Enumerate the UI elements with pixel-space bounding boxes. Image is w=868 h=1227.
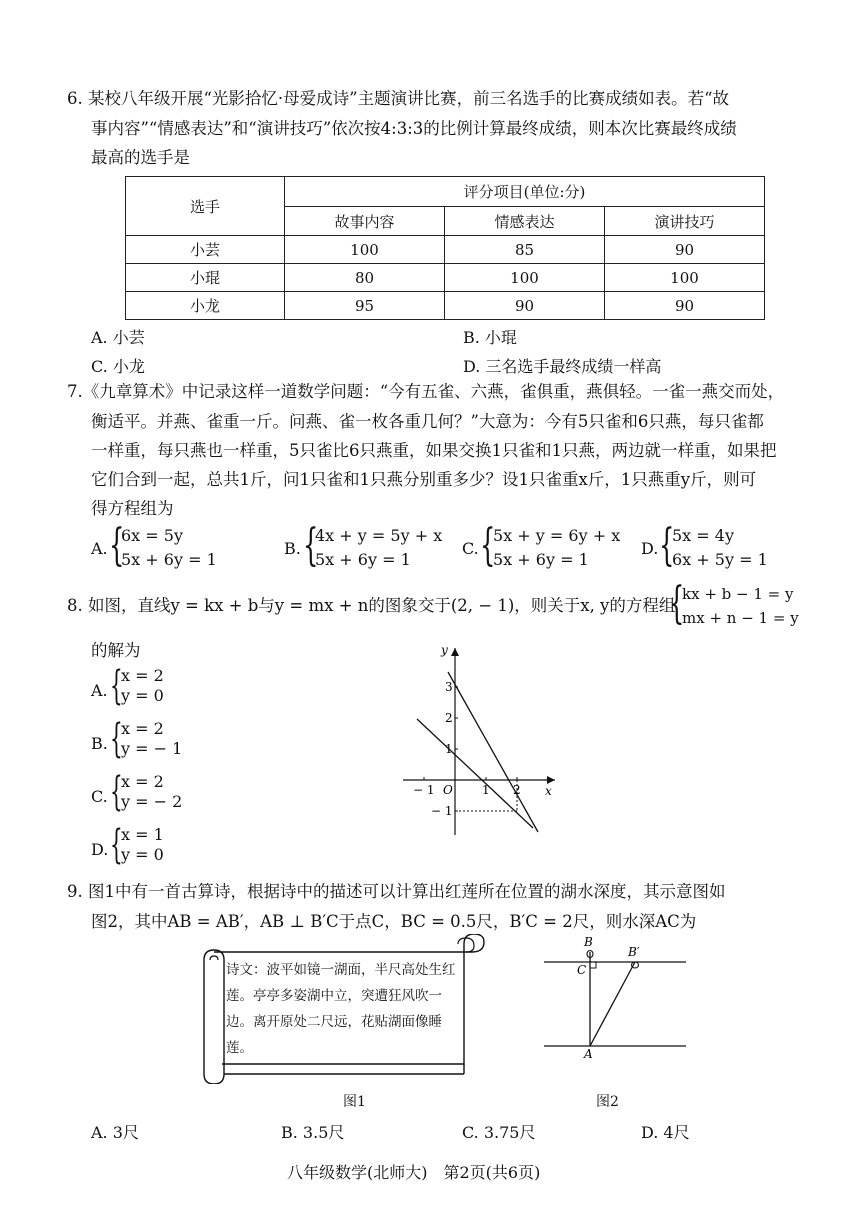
option-label: C. xyxy=(91,787,108,806)
table-cell-name: 小琨 xyxy=(126,264,285,292)
brace-icon: { xyxy=(669,578,685,629)
q9-option-d[interactable]: D. 4尺 xyxy=(641,1123,690,1142)
equation: kx + b − 1 = y xyxy=(682,585,794,603)
score-table xyxy=(125,176,765,320)
q7-text-line3: 一样重，每只燕也一样重，5只雀比6只燕重，如果交换1只雀和1只燕，两边就一样重，如果把 xyxy=(91,441,777,460)
table-cell-name: 小芸 xyxy=(126,236,285,264)
label-c: C xyxy=(577,963,587,977)
equation: 6x = 5y xyxy=(121,526,183,545)
option-label: D. xyxy=(91,840,109,859)
equation: 5x + 6y = 1 xyxy=(121,550,217,569)
lotus-diagram xyxy=(540,932,690,1067)
equation-system xyxy=(121,772,182,812)
y-tick-label: − 1 xyxy=(431,804,453,818)
table-row xyxy=(126,264,765,292)
y-tick-label: 1 xyxy=(445,742,453,756)
segment-ab-prime xyxy=(590,962,635,1046)
q7-text-line4: 它们合到一起，总共1斤，问1只雀和1只燕分别重多少？设1只雀重x斤，1只燕重y斤，则可 xyxy=(91,470,757,489)
x-axis-label: x xyxy=(545,784,552,798)
q6-text-line1: 6. 某校八年级开展“光影拾忆·母爱成诗”主题演讲比赛，前三名选手的比赛成绩如表。若“故 xyxy=(67,89,730,108)
equation-system xyxy=(121,825,164,865)
table-subheader: 故事内容 xyxy=(285,207,445,236)
table-subheader: 演讲技巧 xyxy=(605,207,765,236)
fig1-caption: 图1 xyxy=(343,1094,366,1110)
q6-option-a[interactable]: A. 小芸 xyxy=(91,328,145,347)
equation-system xyxy=(121,666,164,706)
equation-system xyxy=(672,524,768,572)
x-tick-label: 1 xyxy=(482,783,490,797)
poem-line: 边。离开原处二尺远，花贴湖面像睡 xyxy=(226,1014,442,1030)
q6-option-c[interactable]: C. 小龙 xyxy=(91,357,145,376)
q9-option-c[interactable]: C. 3.75尺 xyxy=(462,1123,536,1142)
q6-option-d[interactable]: D. 三名选手最终成绩一样高 xyxy=(463,357,662,376)
q9-option-b[interactable]: B. 3.5尺 xyxy=(281,1123,345,1142)
y-axis-arrow-icon xyxy=(451,648,459,656)
equation: mx + n − 1 = y xyxy=(682,609,799,627)
q6-text-line3: 最高的选手是 xyxy=(91,148,190,167)
brace-icon: { xyxy=(303,520,319,571)
table-cell: 100 xyxy=(285,236,445,264)
option-label: B. xyxy=(284,539,301,558)
option-label: D. xyxy=(641,539,659,558)
table-cell-name: 小龙 xyxy=(126,292,285,320)
table-cell: 85 xyxy=(445,236,605,264)
equation: 4x + y = 5y + x xyxy=(315,526,443,545)
brace-icon: { xyxy=(110,716,123,762)
option-label: A. xyxy=(91,681,108,700)
equation: y = − 2 xyxy=(121,792,183,811)
x-tick-label: 2 xyxy=(513,783,521,797)
q7-text-line1: 7.《九章算术》中记录这样一道数学问题：“今有五雀、六燕，雀俱重，燕俱轻。一雀一燕交而处， xyxy=(67,382,785,401)
equation: y = 0 xyxy=(121,845,164,864)
q8-text-line1: 8. 如图，直线y = kx + b与y = mx + n的图象交于(2, − 1)，则关于x, y的方程组 xyxy=(67,596,676,615)
equation-system xyxy=(121,524,217,572)
x-tick-label: − 1 xyxy=(413,783,435,797)
right-angle-mark xyxy=(590,962,596,968)
equation: 5x + y = 6y + x xyxy=(493,526,621,545)
origin-label: O xyxy=(443,783,453,797)
poem-line: 莲。 xyxy=(226,1040,253,1056)
equation-system xyxy=(315,524,442,572)
option-label: A. xyxy=(91,539,108,558)
q7-text-line5: 得方程组为 xyxy=(91,499,174,518)
table-cell: 95 xyxy=(285,292,445,320)
brace-icon: { xyxy=(110,769,123,815)
table-header-player: 选手 xyxy=(126,177,285,236)
table-row xyxy=(126,236,765,264)
equation: x = 1 xyxy=(121,825,164,844)
q7-text-line2: 衡适平。并燕、雀重一斤。问燕、雀一枚各重几何？”大意为：今有5只雀和6只燕，每只雀都 xyxy=(91,412,764,431)
brace-icon: { xyxy=(109,520,125,571)
q8-line-graph xyxy=(395,640,570,840)
y-axis-label: y xyxy=(441,643,448,657)
table-cell: 100 xyxy=(605,264,765,292)
brace-icon: { xyxy=(659,520,675,571)
equation: y = − 1 xyxy=(121,739,183,758)
poem-line: 莲。亭亭多姿湖中立，突遭狂风吹一 xyxy=(226,988,442,1004)
option-label: C. xyxy=(462,539,479,558)
table-cell: 90 xyxy=(605,236,765,264)
q9-option-a[interactable]: A. 3尺 xyxy=(91,1123,139,1142)
y-tick-label: 2 xyxy=(445,711,453,725)
table-header-group: 评分项目(单位:分) xyxy=(285,177,765,207)
fig2-caption: 图2 xyxy=(596,1094,619,1110)
table-row xyxy=(126,292,765,320)
equation: 5x + 6y = 1 xyxy=(315,550,411,569)
q6-text-line2: 事内容”“情感表达”和“演讲技巧”依次按4:3:3的比例计算最终成绩，则本次比赛最终成绩 xyxy=(91,119,737,138)
y-tick-label: 3 xyxy=(445,680,453,694)
brace-icon: { xyxy=(110,663,123,709)
label-a: A xyxy=(584,1047,593,1061)
equation: y = 0 xyxy=(121,686,164,705)
q6-option-b[interactable]: B. 小琨 xyxy=(463,328,517,347)
equation: x = 2 xyxy=(121,666,164,685)
label-b: B xyxy=(584,935,593,949)
q8-text-line2: 的解为 xyxy=(91,641,141,660)
poem-line: 诗文：波平如镜一湖面，半尺高处生红 xyxy=(226,962,456,978)
q9-text-line2: 图2，其中AB = AB′，AB ⊥ B′C于点C，BC = 0.5尺，B′C = 2尺，则水深AC为 xyxy=(91,912,697,931)
equation: 5x + 6y = 1 xyxy=(493,550,589,569)
equation: 5x = 4y xyxy=(672,526,734,545)
option-label: B. xyxy=(91,734,108,753)
equation: x = 2 xyxy=(121,772,164,791)
x-axis-arrow-icon xyxy=(547,776,555,784)
poem-text xyxy=(226,957,456,1061)
equation: x = 2 xyxy=(121,719,164,738)
q8-equation-system xyxy=(682,582,799,630)
equation: 6x + 5y = 1 xyxy=(672,550,768,569)
brace-icon: { xyxy=(110,822,123,868)
equation-system xyxy=(493,524,620,572)
q9-text-line1: 9. 图1中有一首古算诗，根据诗中的描述可以计算出红莲所在位置的湖水深度，其示意图如 xyxy=(67,882,726,901)
table-subheader: 情感表达 xyxy=(445,207,605,236)
page-footer: 八年级数学(北师大) 第2页(共6页) xyxy=(287,1163,541,1182)
line-kx-plus-b xyxy=(448,672,538,832)
table-cell: 80 xyxy=(285,264,445,292)
table-cell: 90 xyxy=(605,292,765,320)
table-cell: 90 xyxy=(445,292,605,320)
equation-system xyxy=(121,719,182,759)
table-cell: 100 xyxy=(445,264,605,292)
brace-icon: { xyxy=(480,520,496,571)
label-b-prime: B′ xyxy=(628,945,640,959)
